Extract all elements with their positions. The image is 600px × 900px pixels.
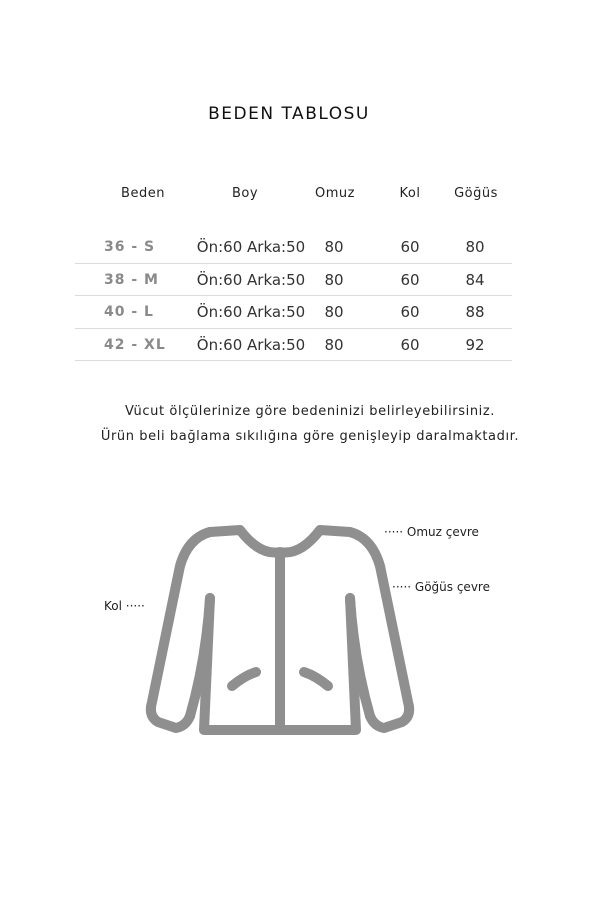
dotted-leader-icon: ····· [125,599,145,613]
table-row [75,264,512,296]
size-cell: 38 - M [104,272,159,288]
kol-cell: 60 [400,303,420,321]
omuz-cell: 80 [324,238,344,256]
note-line-2: Ürün beli bağlama sıkılığına göre genişleyip daralmaktadır. [100,429,520,444]
dotted-leader-icon: ····· [384,525,404,539]
row-divider [75,360,512,361]
col-header-boy: Boy [231,186,259,201]
gogus-cell: 92 [465,336,485,354]
jacket-outline [151,530,412,730]
table-row [75,296,512,328]
kol-cell: 60 [400,238,420,256]
size-cell: 40 - L [104,304,154,320]
dotted-leader-icon: ····· [392,580,412,594]
kol-cell: 60 [400,336,420,354]
boy-cell: Ön:60 Arka:50 [196,303,306,321]
kol-cell: 60 [400,271,420,289]
boy-cell: Ön:60 Arka:50 [196,336,306,354]
jacket-icon [140,520,420,740]
gogus-cell: 80 [465,238,485,256]
col-header-beden: Beden [121,186,165,201]
size-cell: 36 - S [104,239,156,255]
omuz-cell: 80 [324,271,344,289]
col-header-omuz: Omuz [315,186,355,201]
omuz-cell: 80 [324,303,344,321]
col-header-gogus: Göğüs [454,186,498,201]
table-row [75,329,512,361]
gogus-cell: 88 [465,303,485,321]
table-row [75,231,512,263]
note-line-1: Vücut ölçülerinize göre bedeninizi belirleyebilirsiniz. [124,404,496,419]
col-header-kol: Kol [399,186,421,201]
page-title: BEDEN TABLOSU [208,104,370,124]
boy-cell: Ön:60 Arka:50 [196,271,306,289]
size-cell: 42 - XL [104,337,166,353]
omuz-label-text: Omuz çevre [406,525,479,539]
kol-label [104,599,145,613]
kol-label-text: Kol [104,599,122,613]
boy-cell: Ön:60 Arka:50 [196,238,306,256]
gogus-cell: 84 [465,271,485,289]
omuz-cell: 80 [324,336,344,354]
gogus-label-text: Göğüs çevre [414,580,490,594]
